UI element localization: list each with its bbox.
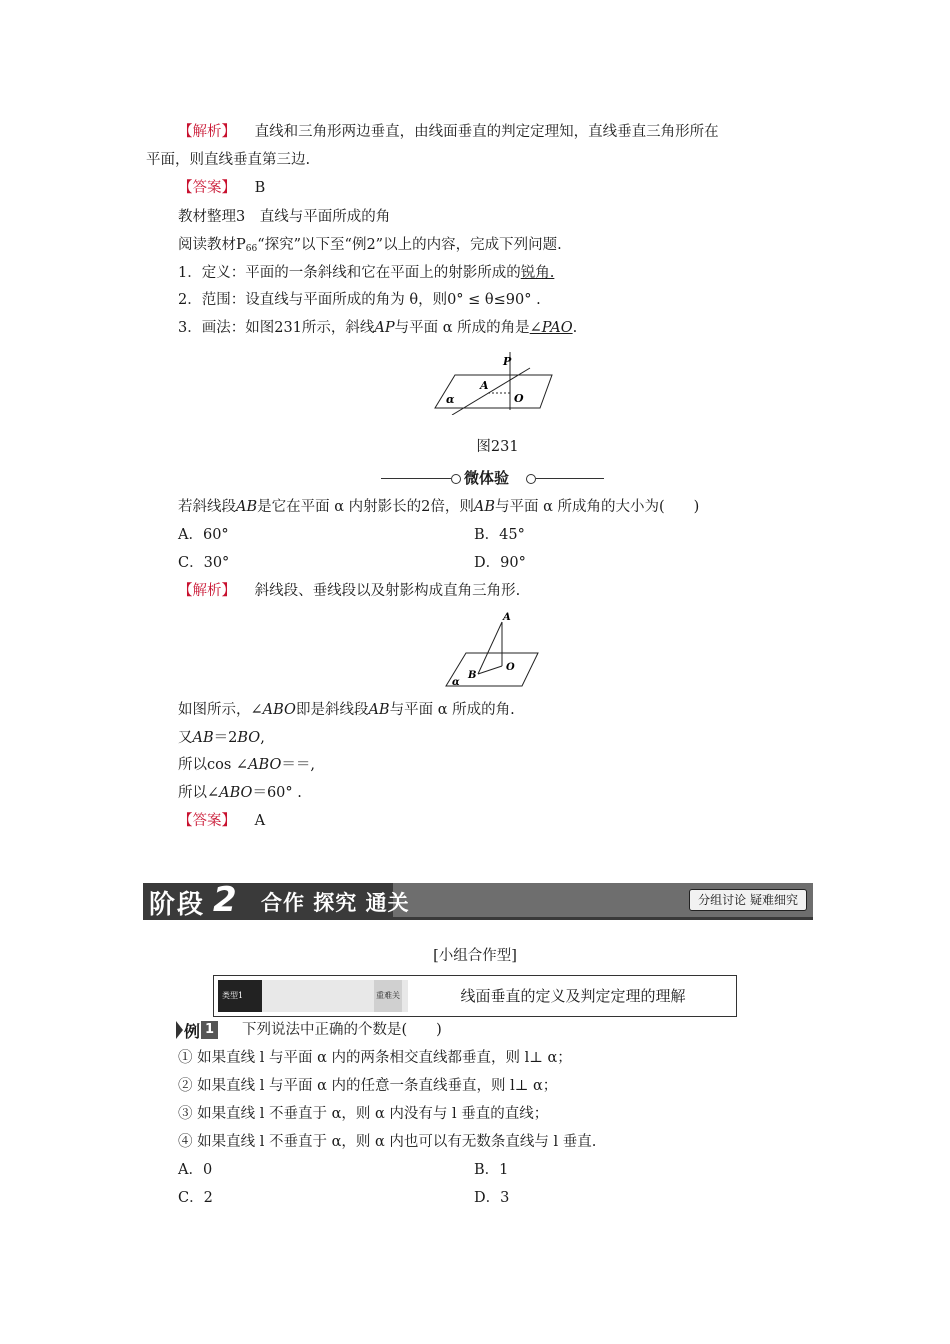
s2-ab: AB — [192, 730, 214, 746]
type-title: 线面垂直的定义及判定定理的理解 — [460, 987, 686, 1005]
fig-label-alpha: α — [446, 393, 455, 406]
weitiyan-title: 微体验 — [464, 469, 510, 487]
type-tag: 重难关 — [374, 980, 402, 1012]
section-heading: 教材整理3 直线与平面所成的角 — [178, 209, 391, 225]
drawing-pre: 3．画法：如图231所示，斜线 — [178, 320, 375, 336]
example-label: 例 — [184, 1021, 201, 1041]
s4-post: ＝60° . — [252, 785, 302, 801]
example-badge — [176, 1020, 224, 1040]
option-c: C．30° — [178, 555, 230, 571]
fig2-label-b: B — [468, 670, 477, 681]
divider-dot-right — [526, 474, 536, 484]
divider-right — [536, 478, 604, 479]
analysis-line — [178, 122, 719, 142]
group-label: [小组合作型] — [433, 948, 517, 964]
stage-banner — [143, 880, 813, 920]
analysis-text-2: 斜线段、垂线段以及射影构成直角三角形. — [254, 583, 521, 599]
banner-number: 2 — [213, 880, 237, 920]
solution-line-2 — [178, 728, 265, 748]
answer-label-2: 【答案】 — [178, 813, 236, 829]
question-pre: 若斜线段 — [178, 499, 236, 515]
s2-pre: 又 — [178, 730, 193, 746]
s3-post: ＝＝, — [281, 757, 315, 773]
s1-abo: ABO — [262, 702, 296, 718]
question-ab-2: AB — [473, 499, 496, 515]
divider-dot-left — [451, 474, 461, 484]
option-d: D．90° — [474, 555, 526, 571]
banner-title: 合作 探究 通关 — [261, 891, 410, 915]
analysis-text: 直线和三角形两边垂直，由线面垂直的判定定理知，直线垂直三角形所在 — [254, 124, 719, 140]
question-ab: AB — [236, 499, 258, 515]
type-box — [213, 975, 737, 1017]
type-small-label: 类型1 — [218, 980, 262, 1012]
answer-label: 【答案】 — [178, 180, 236, 196]
reading-instruction — [178, 235, 562, 259]
fig-label-a: A — [480, 379, 489, 392]
s2-end: , — [260, 730, 265, 746]
question-post: 与平面 α 所成角的大小为( ) — [495, 499, 700, 515]
weitiyan-question — [178, 497, 699, 517]
weitiyan-analysis — [178, 581, 520, 601]
s1-ab: AB — [368, 702, 390, 718]
s1-post: 与平面 α 所成的角. — [389, 702, 515, 718]
fig2-label-o: O — [506, 662, 515, 673]
definition-answer: 锐角. — [520, 265, 555, 281]
example-option-d: D．3 — [474, 1190, 510, 1206]
example-option-c: C．2 — [178, 1190, 213, 1206]
statement-1: ① 如果直线 l 与平面 α 内的两条相交直线都垂直，则 l⊥ α； — [178, 1050, 572, 1066]
question-mid: 是它在平面 α 内射影长的2倍，则 — [257, 499, 474, 515]
definition-text: 1．定义：平面的一条斜线和它在平面上的射影所成的 — [178, 265, 521, 281]
s3-abo: ABO — [248, 757, 282, 773]
answer-value-2: A — [254, 813, 266, 829]
answer-line-2 — [178, 811, 265, 831]
answer-line — [178, 178, 265, 198]
item-drawing — [178, 318, 577, 338]
statement-4: ④ 如果直线 l 不垂直于 α，则 α 内也可以有无数条直线与 l 垂直. — [178, 1134, 597, 1150]
analysis-text-cont: 平面，则直线垂直第三边. — [146, 152, 311, 168]
option-b: B．45° — [474, 527, 525, 543]
fig-label-o: O — [514, 392, 524, 405]
figure-caption: 图231 — [476, 439, 519, 455]
fig-label-p: P — [503, 355, 512, 368]
drawing-mid: 与平面 α 所成的角是 — [394, 320, 530, 336]
fig2-label-a: A — [503, 612, 511, 623]
s1-pre: 如图所示，∠ — [178, 702, 263, 718]
example-option-b: B．1 — [474, 1162, 509, 1178]
item-range: 2．范围：设直线与平面所成的角为 θ，则0° ≤ θ≤90° . — [178, 292, 541, 308]
divider-left — [381, 478, 451, 479]
figure-triangle — [440, 608, 550, 688]
s2-bo: BO — [237, 730, 261, 746]
s1-mid: 即是斜线段 — [295, 702, 369, 718]
statement-3: ③ 如果直线 l 不垂直于 α，则 α 内没有与 l 垂直的直线； — [178, 1106, 549, 1122]
figure-231 — [430, 350, 565, 415]
statement-2: ② 如果直线 l 与平面 α 内的任意一条直线垂直，则 l⊥ α； — [178, 1078, 558, 1094]
fig2-label-alpha: α — [452, 677, 460, 688]
analysis-label-2: 【解析】 — [178, 583, 236, 599]
reading-pre: 阅读教材P — [178, 237, 246, 253]
example-number: 1 — [201, 1021, 218, 1039]
solution-line-3 — [178, 755, 315, 775]
banner-stage: 阶段 — [149, 890, 206, 920]
page-subscript: 66 — [245, 244, 258, 254]
option-a: A．60° — [178, 527, 229, 543]
analysis-label: 【解析】 — [178, 124, 236, 140]
example-arrow-icon — [176, 1021, 183, 1039]
item-definition — [178, 263, 554, 283]
solution-line-1 — [178, 700, 515, 720]
s3-pre: 所以cos ∠ — [178, 757, 249, 773]
drawing-ap: AP — [374, 320, 395, 336]
drawing-answer: ∠PAO — [529, 320, 573, 336]
reading-post: “探究”以下至“例2”以上的内容，完成下列问题. — [257, 237, 562, 253]
example-option-a: A．0 — [178, 1162, 213, 1178]
example-question: 下列说法中正确的个数是( ) — [242, 1022, 442, 1038]
banner-tag: 分组讨论 疑难细究 — [689, 889, 807, 911]
drawing-end: . — [572, 320, 578, 336]
s2-post: ＝2 — [213, 730, 238, 746]
solution-line-4 — [178, 783, 302, 803]
s4-abo: ABO — [219, 785, 253, 801]
s4-pre: 所以∠ — [178, 785, 220, 801]
answer-value: B — [254, 180, 266, 196]
